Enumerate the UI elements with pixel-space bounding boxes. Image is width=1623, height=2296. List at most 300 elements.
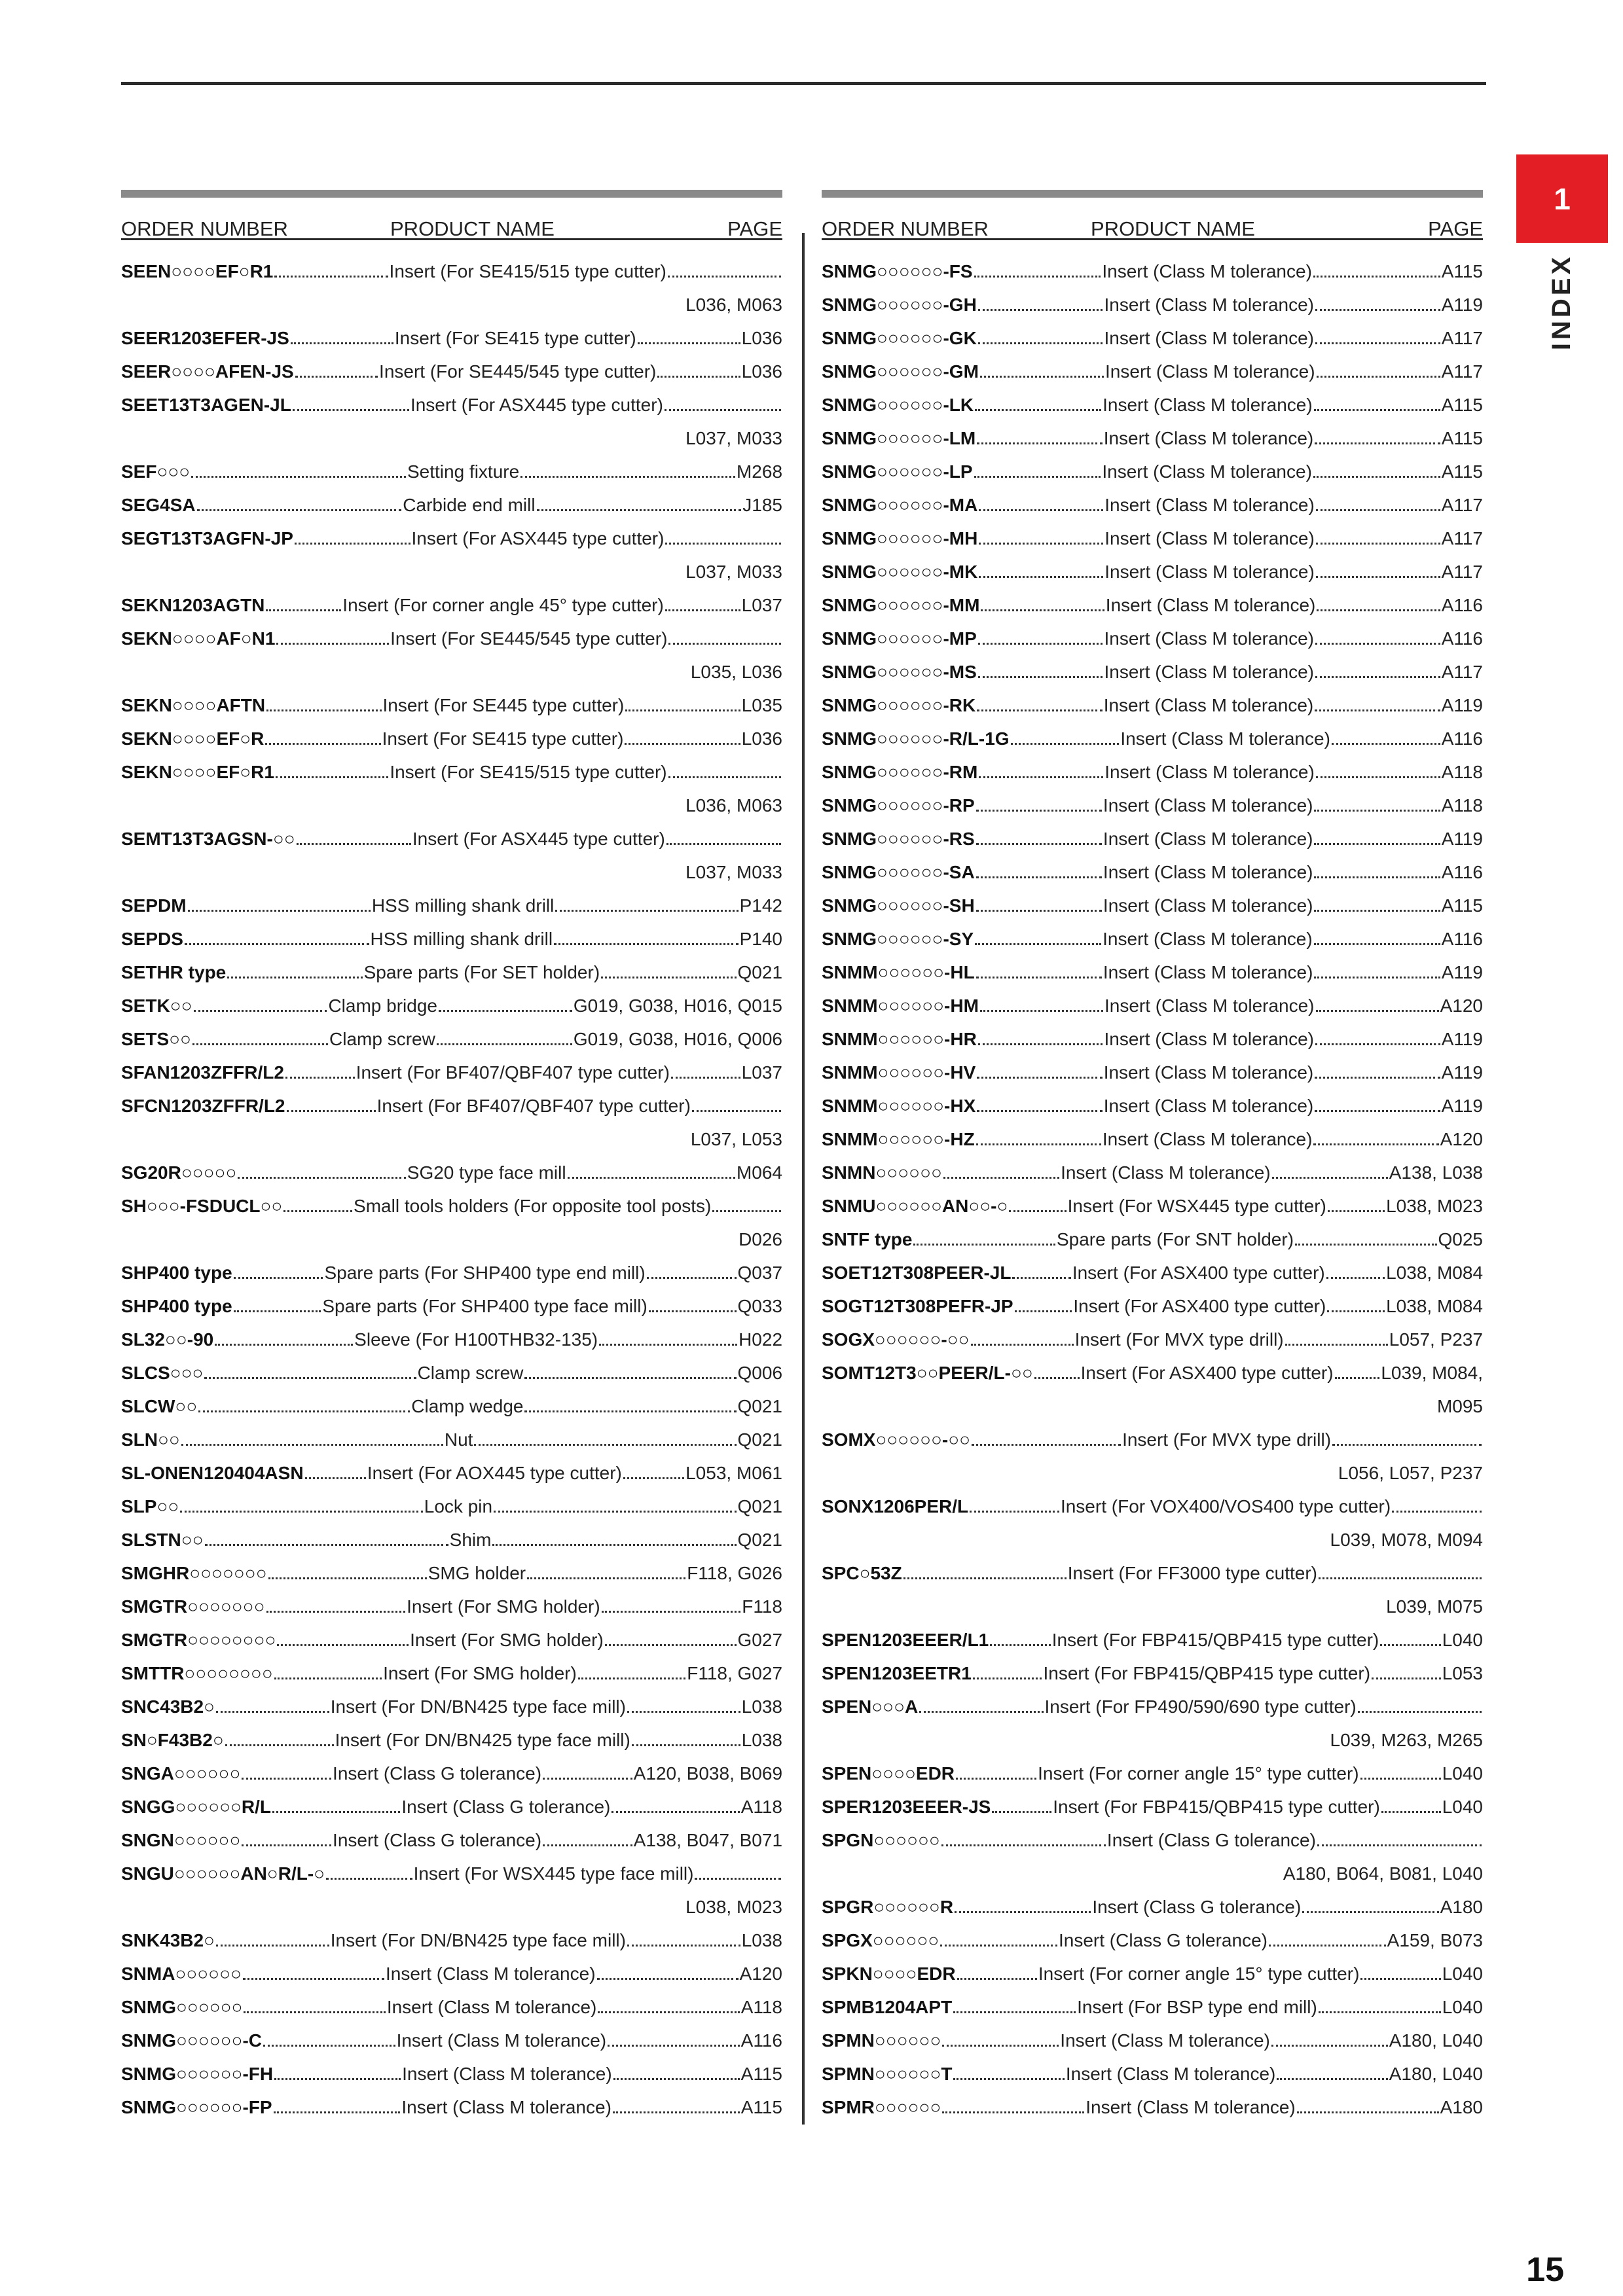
dot-leader [625, 743, 740, 745]
index-entry [121, 1490, 782, 1523]
order-number: SH○○○-FSDUCL○○ [121, 1196, 283, 1216]
page-ref: Q021 [737, 1396, 782, 1416]
product-name: Insert (Class M tolerance) [385, 1964, 596, 1984]
page-ref: A120, B038, B069 [633, 1763, 783, 1784]
index-entry [822, 1323, 1483, 1356]
product-name: Spare parts (For SET holder) [363, 962, 600, 982]
index-entry [822, 622, 1483, 655]
page-ref: A115 [1441, 895, 1484, 916]
product-name: Insert (Class M tolerance) [1105, 361, 1315, 382]
page-ref: L035, L036 [690, 662, 782, 682]
index-entry [121, 1423, 782, 1456]
page-ref: Q021 [737, 1530, 782, 1550]
dot-leader [527, 1577, 685, 1579]
page-ref: A119 [1441, 1029, 1484, 1049]
dot-leader [1315, 1043, 1440, 1045]
index-entry [121, 1690, 782, 1723]
order-number: SEEN○○○○EF○R1 [121, 261, 274, 281]
dot-leader [283, 1210, 352, 1212]
dot-leader [1316, 509, 1440, 511]
dot-leader [191, 476, 406, 478]
dot-leader [599, 1344, 737, 1346]
product-name: Insert (Class M tolerance) [1104, 528, 1315, 548]
dot-leader [953, 2011, 1076, 2013]
page-ref: L037 [741, 595, 783, 615]
order-number: SMTTR○○○○○○○○ [121, 1663, 273, 1683]
order-number: SPEN1203EETR1 [822, 1663, 972, 1683]
order-number: SMGTR○○○○○○○○ [121, 1630, 276, 1650]
index-entry [121, 2024, 782, 2057]
page-ref: A120 [1440, 1129, 1483, 1149]
product-name: Insert (Class G tolerance) [1092, 1897, 1302, 1917]
dot-leader [971, 1344, 1074, 1346]
dot-leader [943, 1177, 1059, 1179]
index-entry-continuation [121, 1890, 782, 1924]
product-name: Setting fixture [407, 461, 520, 482]
order-number: SNMG○○○○○○-MS [822, 662, 977, 682]
index-entry-continuation [121, 288, 782, 321]
page-ref: A117 [1441, 328, 1484, 348]
order-number: SFAN1203ZFFR/L2 [121, 1062, 284, 1083]
dot-leader [234, 1310, 321, 1312]
page-ref: G027 [737, 1630, 783, 1650]
page-ref: A115 [1441, 461, 1484, 482]
dot-leader [216, 1711, 329, 1713]
product-name: Insert (Class M tolerance) [1102, 261, 1312, 281]
index-entry-continuation [121, 555, 782, 588]
order-number: SNMG○○○○○○-SA [822, 862, 975, 882]
dot-leader [913, 1244, 1055, 1246]
order-number: SNMU○○○○○○AN○○-○ [822, 1196, 1008, 1216]
product-name: Nut [444, 1429, 473, 1450]
dot-leader [1332, 743, 1440, 745]
index-entry [822, 889, 1483, 922]
order-number: SNMG○○○○○○-MH [822, 528, 978, 548]
product-name: Insert (For ASX400 type cutter) [1080, 1363, 1334, 1383]
page-ref: A116 [1441, 929, 1483, 949]
order-number: SETHR type [121, 962, 227, 982]
index-entry [822, 655, 1483, 689]
index-entry [822, 1056, 1483, 1089]
index-entry [121, 922, 782, 956]
dot-leader [970, 1511, 1059, 1513]
page-ref: A119 [1441, 1096, 1483, 1116]
dot-leader [978, 676, 1103, 678]
index-label: INDEX [1547, 253, 1577, 350]
product-name: Spare parts (For SHP400 type end mill) [324, 1263, 646, 1283]
order-number: SNMG○○○○○○-GH [822, 295, 977, 315]
dot-leader [978, 1043, 1103, 1045]
column-rule [121, 190, 782, 198]
page-ref: Q021 [737, 1496, 783, 1516]
index-entry-continuation [121, 1223, 782, 1256]
order-number: SEKN1203AGTN [121, 595, 265, 615]
order-number: SNMG○○○○○○ [121, 1997, 243, 2017]
order-number: SNMM○○○○○○-HM [822, 996, 979, 1016]
order-number: SNMG○○○○○○-LP [822, 461, 973, 482]
dot-leader [474, 1444, 736, 1446]
product-name: Insert (For SE445 type cutter) [382, 695, 625, 715]
page-ref: A116 [1441, 628, 1484, 649]
page-ref: H022 [739, 1329, 783, 1350]
order-number: SL32○○-90 [121, 1329, 214, 1350]
dot-leader [1332, 1444, 1482, 1446]
dot-leader [695, 1878, 781, 1880]
dot-leader [638, 342, 740, 344]
dot-leader [1034, 1377, 1080, 1379]
page-ref: A115 [1441, 428, 1484, 448]
dot-leader [244, 2011, 385, 2013]
index-entry [121, 1256, 782, 1289]
order-number: SMGHR○○○○○○○ [121, 1563, 267, 1583]
page-ref: G019, G038, H016, Q015 [573, 996, 783, 1016]
product-name: Insert (For corner angle 15° type cutter) [1038, 1964, 1360, 1984]
dot-leader [1009, 1210, 1066, 1212]
index-entry [121, 889, 782, 922]
index-entry [822, 1757, 1483, 1790]
page-ref: A138, L038 [1389, 1162, 1483, 1183]
order-number: SNMG○○○○○○-RK [822, 695, 976, 715]
index-entry [822, 1022, 1483, 1056]
product-name: Insert (Class M tolerance) [1103, 829, 1313, 849]
order-number: SOMT12T3○○PEER/L-○○ [822, 1363, 1033, 1383]
page-ref: L037, L053 [690, 1129, 782, 1149]
dot-leader [1381, 1811, 1441, 1813]
dot-leader [976, 977, 1102, 978]
order-number: SEMT13T3AGSN-○○ [121, 829, 295, 849]
page-ref: A180, L040 [1389, 2030, 1484, 2051]
index-entry [121, 822, 782, 855]
index-entry [121, 956, 782, 989]
index-entry [822, 1156, 1483, 1189]
product-name: Insert (For SE415 type cutter) [382, 728, 624, 749]
order-number: SEKN○○○○EF○R1 [121, 762, 274, 782]
dot-leader [1313, 1143, 1438, 1145]
index-entry [822, 1189, 1483, 1223]
product-name: Insert (For ASX445 type cutter) [410, 395, 663, 415]
index-entry [121, 1289, 782, 1323]
order-number: SNMG○○○○○○-FP [121, 2097, 272, 2117]
dot-leader [657, 376, 740, 378]
dot-leader [992, 1811, 1051, 1813]
dot-leader [978, 309, 1103, 311]
order-number: SNMG○○○○○○-C [121, 2030, 263, 2051]
product-name: SG20 type face mill [407, 1162, 566, 1183]
product-name: Insert (For BF407/QBF407 type cutter) [356, 1062, 670, 1083]
dot-leader [957, 1978, 1037, 1980]
product-name: Insert (For SMG holder) [383, 1663, 577, 1683]
page-ref: A116 [1441, 728, 1484, 749]
order-number: SNMG○○○○○○-GK [822, 328, 977, 348]
dot-leader [602, 1611, 741, 1613]
page-ref: J185 [742, 495, 782, 515]
product-name: Insert (Class M tolerance) [1104, 762, 1315, 782]
dot-leader [979, 509, 1103, 511]
product-name: Spare parts (For SHP400 type face mill) [322, 1296, 647, 1316]
dot-leader [568, 1177, 735, 1179]
page-ref: Q025 [1438, 1229, 1483, 1249]
index-tab [1516, 243, 1608, 361]
page-ref: Q021 [737, 1429, 782, 1450]
page-ref: A115 [740, 2097, 783, 2117]
header-product-name: PRODUCT NAME [1091, 217, 1255, 240]
index-entry [822, 1423, 1483, 1456]
order-number: SNMM○○○○○○-HL [822, 962, 975, 982]
dot-leader [274, 276, 388, 278]
dot-leader [578, 1677, 685, 1679]
dot-leader [1315, 1077, 1440, 1079]
order-number: SN○F43B2○ [121, 1730, 224, 1750]
dot-leader [263, 2045, 395, 2047]
dot-leader [293, 409, 409, 411]
product-name: Insert (Class M tolerance) [1105, 595, 1316, 615]
dot-leader [976, 1143, 1101, 1145]
dot-leader [597, 1978, 739, 1980]
product-name: Insert (Class M tolerance) [1085, 2097, 1296, 2117]
dot-leader [979, 776, 1103, 778]
order-number: SEPDM [121, 895, 187, 916]
product-name: Insert (Class M tolerance) [1104, 1029, 1315, 1049]
dot-leader [1314, 843, 1440, 845]
right-entry-list [822, 255, 1483, 2124]
product-name: Insert (Class M tolerance) [1060, 2030, 1270, 2051]
order-number: SPC○53Z [822, 1563, 902, 1583]
dot-leader [1272, 1177, 1388, 1179]
product-name: Lock pin [424, 1496, 493, 1516]
dot-leader [1319, 1577, 1482, 1579]
dot-leader [1327, 1310, 1385, 1312]
order-number: SEGT13T3AGFN-JP [121, 528, 293, 548]
product-name: Clamp wedge [411, 1396, 524, 1416]
index-entry-continuation [121, 655, 782, 689]
index-entry [121, 1323, 782, 1356]
dot-leader [1313, 476, 1440, 478]
index-entry [822, 1957, 1483, 1990]
dot-leader [1011, 743, 1120, 745]
dot-leader [268, 1577, 427, 1579]
dot-leader [494, 1511, 736, 1513]
dot-leader [555, 910, 738, 912]
index-entry [121, 1723, 782, 1757]
product-name: Insert (For WSX445 type face mill) [413, 1863, 694, 1884]
index-entry [822, 855, 1483, 889]
index-entry [822, 1623, 1483, 1657]
product-name: Insert (Class G tolerance) [333, 1830, 542, 1850]
dot-leader [180, 1511, 422, 1513]
dot-leader [537, 509, 742, 511]
index-entry [121, 1189, 782, 1223]
page-ref: A180, L040 [1389, 2064, 1483, 2084]
page-ref: A119 [1441, 829, 1484, 849]
page-ref: L038, M084 [1386, 1263, 1484, 1283]
dot-leader [973, 1677, 1042, 1679]
dot-leader [520, 476, 735, 478]
dot-leader [980, 1010, 1103, 1012]
dot-leader [1317, 376, 1440, 378]
page-ref: L035 [741, 695, 783, 715]
index-entry [121, 1823, 782, 1857]
product-name: Insert (For SE445/545 type cutter) [390, 628, 668, 649]
dot-leader [605, 1644, 737, 1646]
index-entry [822, 1790, 1483, 1823]
dot-leader [978, 342, 1103, 344]
page-ref: L036 [741, 728, 782, 749]
product-name: Insert (Class M tolerance) [386, 1997, 597, 2017]
order-number: SLCS○○○ [121, 1363, 204, 1383]
dot-leader [242, 1844, 331, 1846]
dot-leader [979, 576, 1103, 578]
dot-leader [632, 1744, 740, 1746]
page-ref: M268 [736, 461, 783, 482]
order-number: SONX1206PER/L [822, 1496, 969, 1516]
index-entry [121, 1757, 782, 1790]
product-name: Insert (Class G tolerance) [401, 1797, 611, 1817]
index-entry [822, 388, 1483, 422]
product-name: Insert (Class M tolerance) [1065, 2064, 1276, 2084]
page-ref: L036 [741, 328, 782, 348]
dot-leader [942, 2111, 1084, 2113]
index-entry [121, 455, 782, 488]
order-number: SPMN○○○○○○ [822, 2030, 941, 2051]
product-name: Insert (Class M tolerance) [1120, 728, 1330, 749]
dot-leader [295, 543, 410, 545]
index-entry [121, 1056, 782, 1089]
dot-leader [227, 977, 362, 978]
order-number: SPGN○○○○○○ [822, 1830, 940, 1850]
product-name: HSS milling shank drill [371, 895, 555, 916]
order-number: SOMX○○○○○○-○○ [822, 1429, 971, 1450]
top-rule [121, 82, 1486, 85]
dot-leader [276, 776, 388, 778]
index-entry [121, 588, 782, 622]
order-number: SPKN○○○○EDR [822, 1964, 956, 1984]
index-entry [822, 321, 1483, 355]
dot-leader [974, 476, 1101, 478]
order-number: SEPDS [121, 929, 183, 949]
page-ref: F118, G027 [687, 1663, 783, 1683]
dot-leader [613, 2111, 740, 2113]
product-name: Insert (Class M tolerance) [1103, 795, 1313, 816]
order-number: SNC43B2○ [121, 1696, 215, 1717]
page-ref: A180, B064, B081, L040 [1283, 1863, 1483, 1884]
dot-leader [1335, 1377, 1380, 1379]
order-number: SEER1203EFER-JS [121, 328, 289, 348]
order-number: SEF○○○ [121, 461, 191, 482]
product-name: Insert (For DN/BN425 type face mill) [335, 1730, 630, 1750]
index-entry [822, 1823, 1483, 1857]
order-number: SNMA○○○○○○ [121, 1964, 242, 1984]
dot-leader [1315, 676, 1440, 678]
index-entry [121, 755, 782, 789]
dot-leader [215, 1344, 353, 1346]
dot-leader [243, 1978, 384, 1980]
index-entry [822, 255, 1483, 288]
dot-leader [623, 1477, 684, 1479]
order-number: SNMG○○○○○○-FS [822, 261, 973, 281]
index-entry [822, 422, 1483, 455]
dot-leader [188, 910, 371, 912]
page-ref: M064 [736, 1162, 782, 1183]
index-entry [121, 522, 782, 555]
order-number: SEG4SA [121, 495, 196, 515]
page-ref: Q033 [737, 1296, 782, 1316]
index-entry [822, 989, 1483, 1022]
product-name: Insert (For FP490/590/690 type cutter) [1044, 1696, 1357, 1717]
index-entry [121, 1390, 782, 1423]
product-name: Insert (For FBP415/QBP415 type cutter) [1051, 1630, 1379, 1650]
page-ref: L038, M023 [1386, 1196, 1483, 1216]
index-entry [822, 956, 1483, 989]
dot-leader [1360, 1778, 1441, 1780]
dot-leader [671, 1077, 740, 1079]
index-entry [822, 1690, 1483, 1723]
index-entry [822, 555, 1483, 588]
dot-leader [192, 1043, 328, 1045]
product-name: Insert (For ASX445 type cutter) [411, 528, 665, 548]
product-name: SMG holder [428, 1563, 526, 1583]
dot-leader [1271, 2045, 1388, 2047]
dot-leader [627, 1945, 740, 1946]
dot-leader [977, 1077, 1102, 1079]
dot-leader [492, 1544, 736, 1546]
dot-leader [1315, 442, 1440, 444]
product-name: Insert (For ASX445 type cutter) [412, 829, 665, 849]
dot-leader [1315, 643, 1440, 645]
dot-leader [266, 709, 381, 711]
dot-leader [1295, 1244, 1436, 1246]
product-name: Insert (Class G tolerance) [1058, 1930, 1267, 1950]
index-entry [121, 689, 782, 722]
order-number: SPEN○○○○EDR [822, 1763, 955, 1784]
index-entry [121, 355, 782, 388]
dot-leader [976, 843, 1102, 845]
order-number: SLCW○○ [121, 1396, 198, 1416]
dot-leader [611, 1811, 739, 1813]
dot-leader [276, 643, 389, 645]
page-ref: L038, M023 [685, 1897, 782, 1917]
order-number: SNGG○○○○○○R/L [121, 1797, 272, 1817]
product-name: Spare parts (For SNT holder) [1056, 1229, 1294, 1249]
order-number: SLN○○ [121, 1429, 180, 1450]
dot-leader [1315, 309, 1440, 311]
page-ref: L037 [741, 1062, 783, 1083]
product-name: Clamp bridge [328, 996, 437, 1016]
header-page: PAGE [1428, 217, 1483, 240]
dot-leader [543, 1844, 632, 1846]
page-ref: A159, B073 [1387, 1930, 1483, 1950]
index-entry [822, 1890, 1483, 1924]
dot-leader [204, 1377, 416, 1379]
product-name: Insert (Class M tolerance) [1103, 895, 1313, 916]
order-number: SNMG○○○○○○-GM [822, 361, 979, 382]
dot-leader [665, 609, 740, 611]
product-name: HSS milling shank drill [370, 929, 553, 949]
order-number: SG20R○○○○○ [121, 1162, 237, 1183]
index-entry [822, 722, 1483, 755]
order-number: SNGN○○○○○○ [121, 1830, 241, 1850]
index-entry [121, 321, 782, 355]
order-number: SPMR○○○○○○ [822, 2097, 941, 2117]
order-number: SNGU○○○○○○AN○R/L-○ [121, 1863, 325, 1884]
dot-leader [205, 1544, 448, 1546]
page-ref: L040 [1442, 1997, 1483, 2017]
index-entry [121, 1857, 782, 1890]
product-name: Insert (For MVX type drill) [1074, 1329, 1284, 1350]
dot-leader [295, 376, 378, 378]
index-entry [121, 1089, 782, 1122]
dot-leader [234, 1277, 323, 1279]
dot-leader [666, 843, 781, 845]
